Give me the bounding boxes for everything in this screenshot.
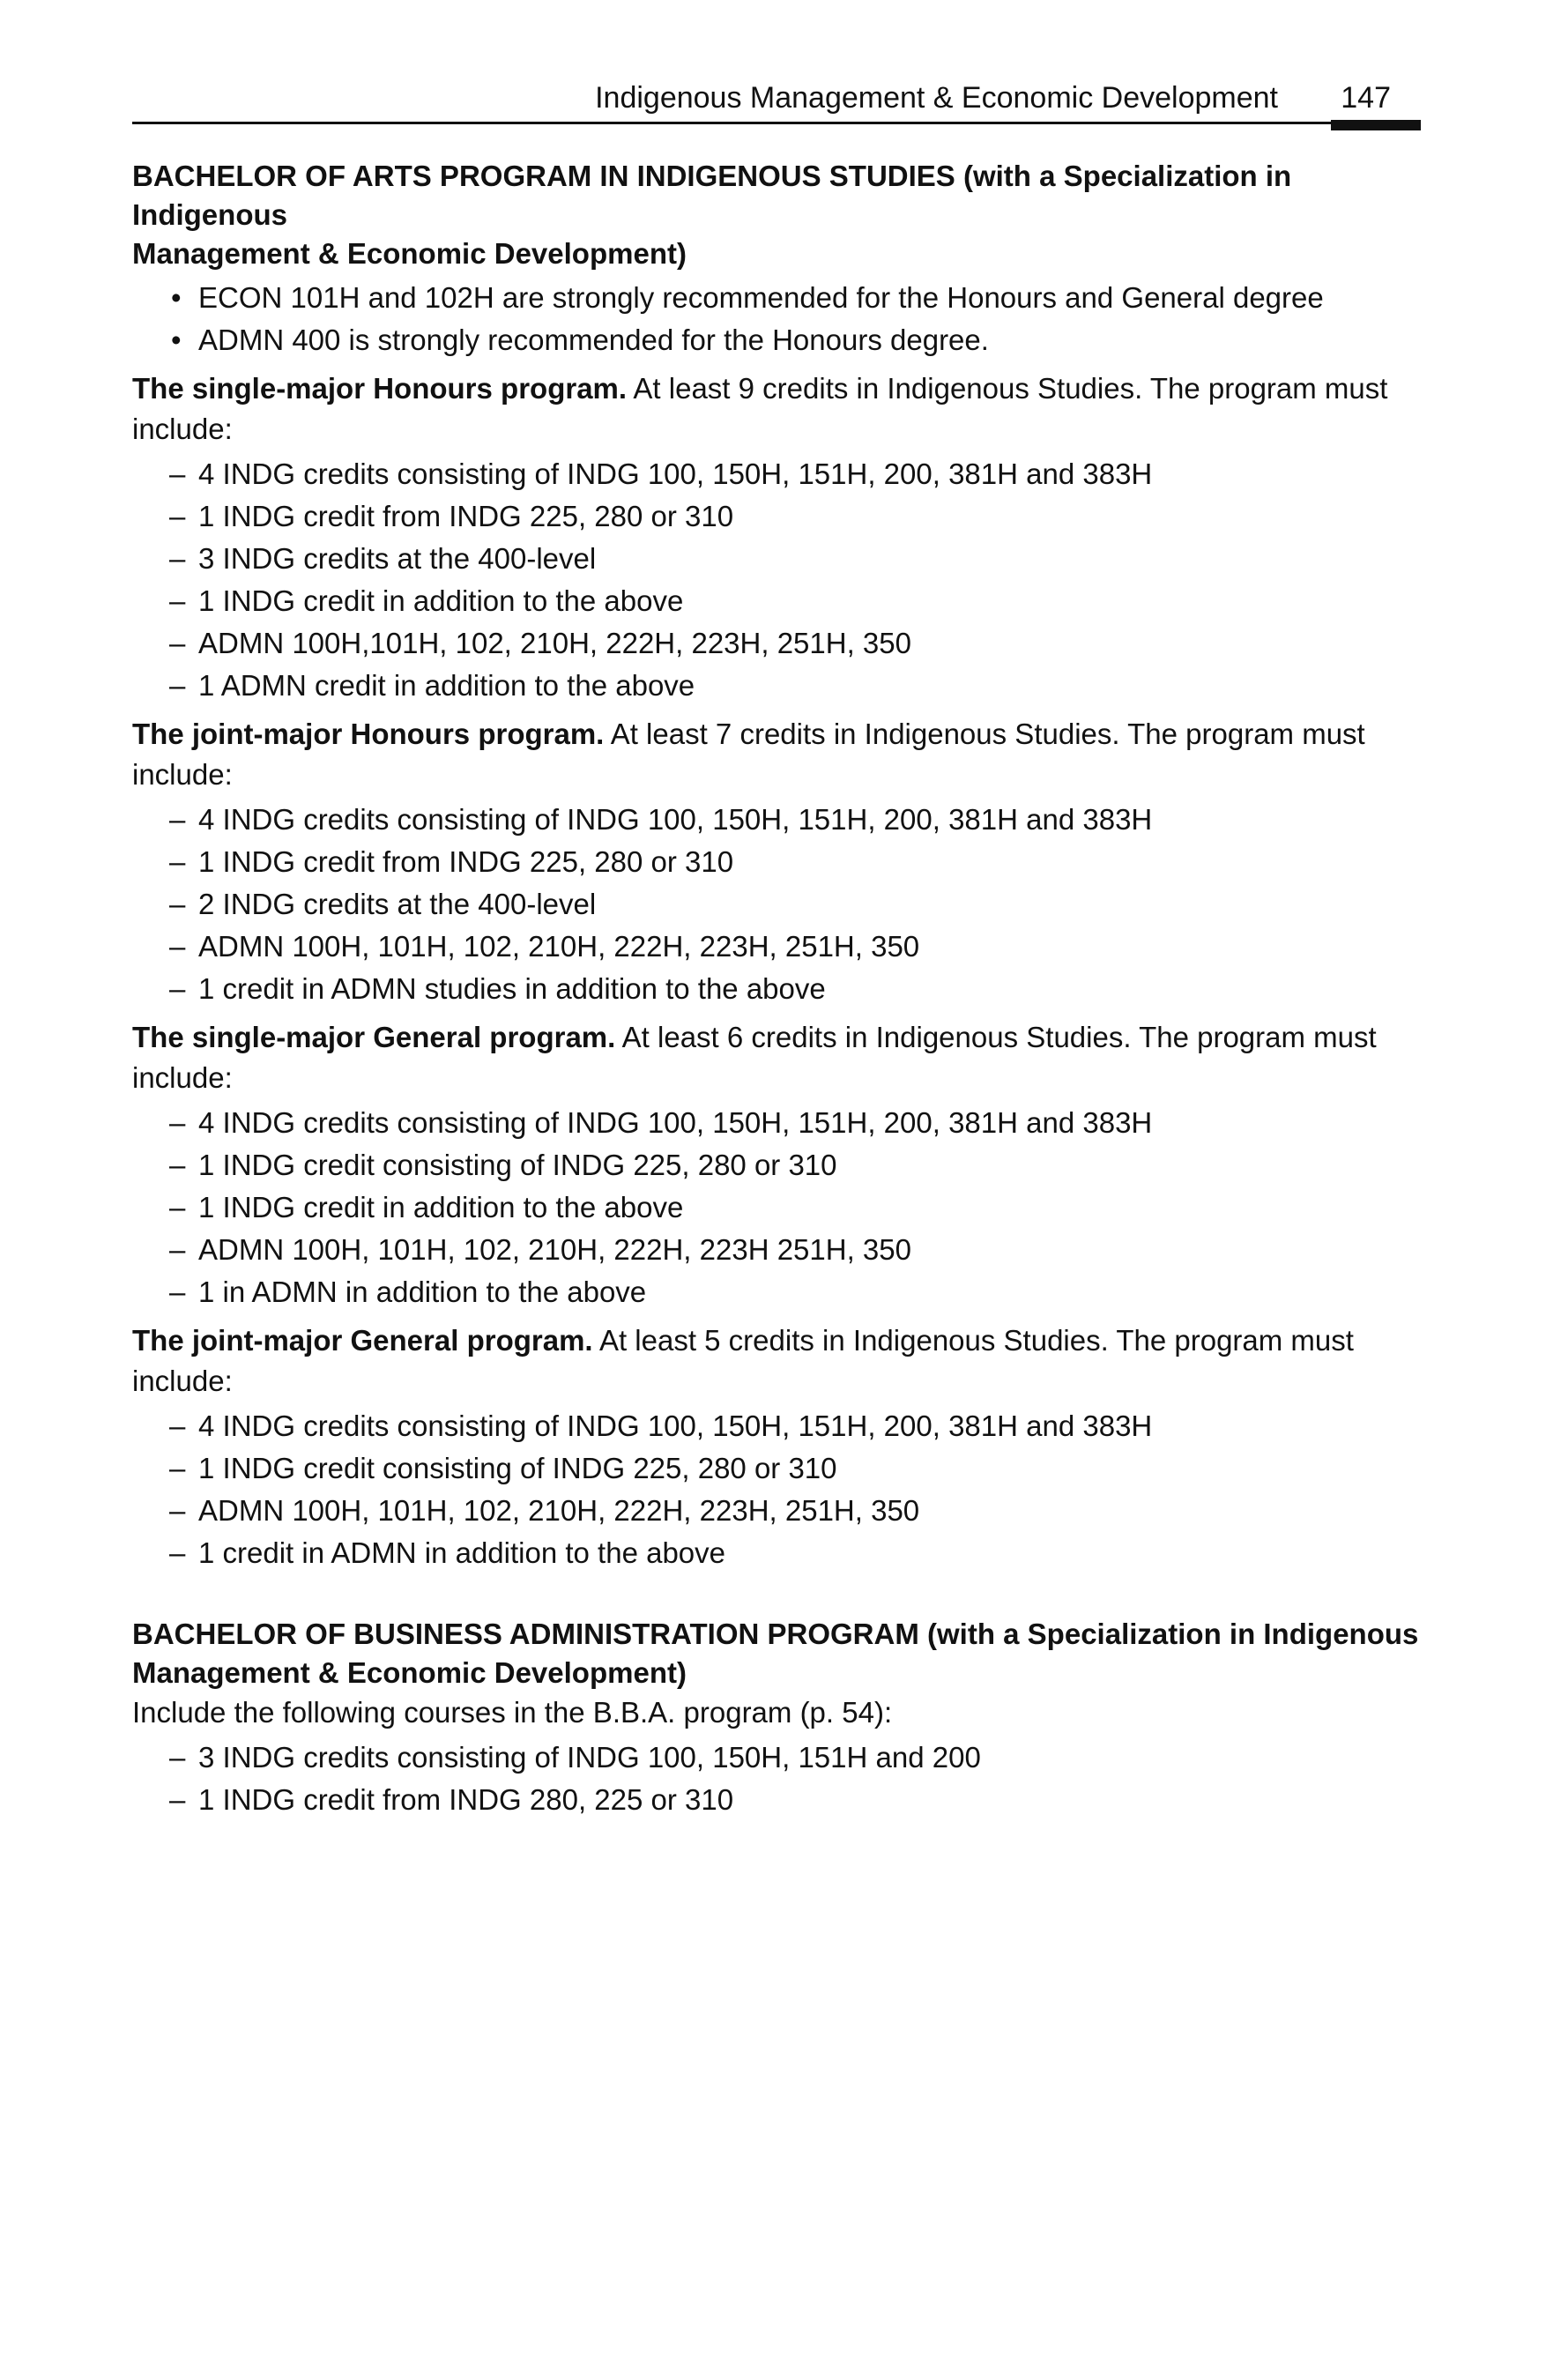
header-rule-tab bbox=[1331, 120, 1421, 130]
program-description bbox=[132, 1017, 1428, 1098]
section-spacer bbox=[132, 1580, 1428, 1615]
ba-heading-line1: BACHELOR OF ARTS PROGRAM IN INDIGENOUS STUDIES (with a Specialization in Indigenous bbox=[132, 160, 1292, 231]
dash-mark: – bbox=[169, 1452, 186, 1484]
list-item bbox=[132, 495, 1428, 538]
list-item bbox=[132, 968, 1428, 1010]
program-title: The single-major Honours program. bbox=[132, 372, 628, 405]
dash-mark: – bbox=[169, 845, 186, 878]
program-description bbox=[132, 1320, 1428, 1402]
program-single-major-general bbox=[132, 1017, 1428, 1313]
list-item bbox=[132, 319, 1428, 361]
dash-mark: – bbox=[169, 627, 186, 659]
list-item-text: 1 INDG credit in addition to the above bbox=[198, 584, 684, 617]
bba-heading-line1: BACHELOR OF BUSINESS ADMINISTRATION PROGRAM (with a Specialization in Indigenous bbox=[132, 1618, 1419, 1650]
list-item-text: 1 INDG credit from INDG 225, 280 or 310 bbox=[198, 500, 734, 532]
dash-mark: – bbox=[169, 1149, 186, 1181]
requirement-list bbox=[132, 1102, 1428, 1313]
bba-intro: Include the following courses in the B.B.A. program (p. 54): bbox=[132, 1696, 893, 1729]
list-item bbox=[132, 1405, 1428, 1447]
list-item-text: 4 INDG credits consisting of INDG 100, 150H, 151H, 200, 381H and 383H bbox=[198, 457, 1153, 490]
dash-mark: – bbox=[169, 1191, 186, 1223]
program-title: The single-major General program. bbox=[132, 1021, 616, 1053]
dash-mark: – bbox=[169, 1741, 186, 1774]
list-item bbox=[132, 1186, 1428, 1229]
list-item bbox=[132, 841, 1428, 883]
requirement-list bbox=[132, 453, 1428, 707]
requirement-list bbox=[132, 1737, 1428, 1821]
program-intro: At least 6 credits in Indigenous Studies. The program must include: bbox=[132, 1021, 1377, 1094]
page-content bbox=[132, 157, 1428, 1826]
list-item bbox=[132, 665, 1428, 707]
list-item bbox=[132, 453, 1428, 495]
list-item-text: 4 INDG credits consisting of INDG 100, 150H, 151H, 200, 381H and 383H bbox=[198, 803, 1153, 836]
list-item-text: 1 in ADMN in addition to the above bbox=[198, 1276, 647, 1308]
list-item-text: 1 INDG credit in addition to the above bbox=[198, 1191, 684, 1223]
ba-program-section bbox=[132, 157, 1428, 1574]
list-item-text: ADMN 100H, 101H, 102, 210H, 222H, 223H, 251H, 350 bbox=[198, 1494, 920, 1527]
dash-mark: – bbox=[169, 1276, 186, 1308]
page-number: 147 bbox=[1341, 81, 1391, 115]
program-joint-major-general bbox=[132, 1320, 1428, 1574]
dash-mark: – bbox=[169, 888, 186, 920]
program-description bbox=[132, 368, 1428, 450]
list-item bbox=[132, 622, 1428, 665]
list-item bbox=[132, 1490, 1428, 1532]
running-header-title: Indigenous Management & Economic Development bbox=[595, 81, 1278, 115]
list-item bbox=[132, 277, 1428, 319]
list-item-text: ADMN 100H,101H, 102, 210H, 222H, 223H, 251H, 350 bbox=[198, 627, 911, 659]
dash-mark: – bbox=[169, 500, 186, 532]
list-item bbox=[132, 1102, 1428, 1144]
list-item-text: ADMN 400 is strongly recommended for the Honours degree. bbox=[198, 324, 989, 356]
list-item-text: 1 INDG credit from INDG 280, 225 or 310 bbox=[198, 1783, 734, 1816]
ba-recommendations-list bbox=[132, 277, 1428, 361]
program-intro: At least 5 credits in Indigenous Studies. The program must include: bbox=[132, 1324, 1354, 1397]
bba-program-section bbox=[132, 1615, 1428, 1821]
list-item bbox=[132, 1447, 1428, 1490]
list-item-text: ECON 101H and 102H are strongly recommended for the Honours and General degree bbox=[198, 281, 1324, 314]
list-item bbox=[132, 538, 1428, 580]
bullet-mark: • bbox=[171, 324, 182, 356]
header-rule bbox=[132, 122, 1419, 124]
dash-mark: – bbox=[169, 930, 186, 963]
bullet-mark: • bbox=[171, 281, 182, 314]
program-title: The joint-major General program. bbox=[132, 1324, 593, 1357]
program-title: The joint-major Honours program. bbox=[132, 718, 605, 750]
requirement-list bbox=[132, 799, 1428, 1010]
list-item bbox=[132, 1229, 1428, 1271]
list-item-text: 1 credit in ADMN in addition to the above bbox=[198, 1536, 726, 1569]
list-item-text: 2 INDG credits at the 400-level bbox=[198, 888, 597, 920]
requirement-list bbox=[132, 1405, 1428, 1574]
list-item-text: 1 INDG credit consisting of INDG 225, 280 or 310 bbox=[198, 1149, 837, 1181]
list-item-text: ADMN 100H, 101H, 102, 210H, 222H, 223H 251H, 350 bbox=[198, 1233, 911, 1266]
dash-mark: – bbox=[169, 1494, 186, 1527]
list-item-text: ADMN 100H, 101H, 102, 210H, 222H, 223H, 251H, 350 bbox=[198, 930, 920, 963]
program-joint-major-honours bbox=[132, 714, 1428, 1010]
dash-mark: – bbox=[169, 669, 186, 702]
program-intro: At least 9 credits in Indigenous Studies. The program must include: bbox=[132, 372, 1388, 445]
list-item bbox=[132, 799, 1428, 841]
bba-program-heading bbox=[132, 1615, 1428, 1692]
ba-heading-line2: Management & Economic Development) bbox=[132, 237, 687, 270]
list-item-text: 1 credit in ADMN studies in addition to the above bbox=[198, 972, 826, 1005]
list-item bbox=[132, 580, 1428, 622]
list-item bbox=[132, 1144, 1428, 1186]
ba-program-heading bbox=[132, 157, 1428, 273]
dash-mark: – bbox=[169, 1783, 186, 1816]
program-description bbox=[132, 714, 1428, 795]
list-item-text: 1 ADMN credit in addition to the above bbox=[198, 669, 695, 702]
list-item-text: 1 INDG credit from INDG 225, 280 or 310 bbox=[198, 845, 734, 878]
list-item bbox=[132, 1271, 1428, 1313]
list-item bbox=[132, 1532, 1428, 1574]
program-intro: At least 7 credits in Indigenous Studies. The program must include: bbox=[132, 718, 1365, 791]
dash-mark: – bbox=[169, 1106, 186, 1139]
list-item bbox=[132, 883, 1428, 926]
program-single-major-honours bbox=[132, 368, 1428, 707]
running-header bbox=[132, 78, 1419, 132]
dash-mark: – bbox=[169, 803, 186, 836]
dash-mark: – bbox=[169, 584, 186, 617]
list-item bbox=[132, 1737, 1428, 1779]
dash-mark: – bbox=[169, 972, 186, 1005]
dash-mark: – bbox=[169, 1233, 186, 1266]
list-item-text: 1 INDG credit consisting of INDG 225, 280 or 310 bbox=[198, 1452, 837, 1484]
list-item-text: 3 INDG credits at the 400-level bbox=[198, 542, 597, 575]
list-item bbox=[132, 926, 1428, 968]
list-item bbox=[132, 1779, 1428, 1821]
dash-mark: – bbox=[169, 457, 186, 490]
dash-mark: – bbox=[169, 542, 186, 575]
dash-mark: – bbox=[169, 1409, 186, 1442]
list-item-text: 4 INDG credits consisting of INDG 100, 150H, 151H, 200, 381H and 383H bbox=[198, 1106, 1153, 1139]
dash-mark: – bbox=[169, 1536, 186, 1569]
list-item-text: 4 INDG credits consisting of INDG 100, 150H, 151H, 200, 381H and 383H bbox=[198, 1409, 1153, 1442]
bba-heading-line2: Management & Economic Development) bbox=[132, 1656, 687, 1689]
list-item-text: 3 INDG credits consisting of INDG 100, 150H, 151H and 200 bbox=[198, 1741, 981, 1774]
